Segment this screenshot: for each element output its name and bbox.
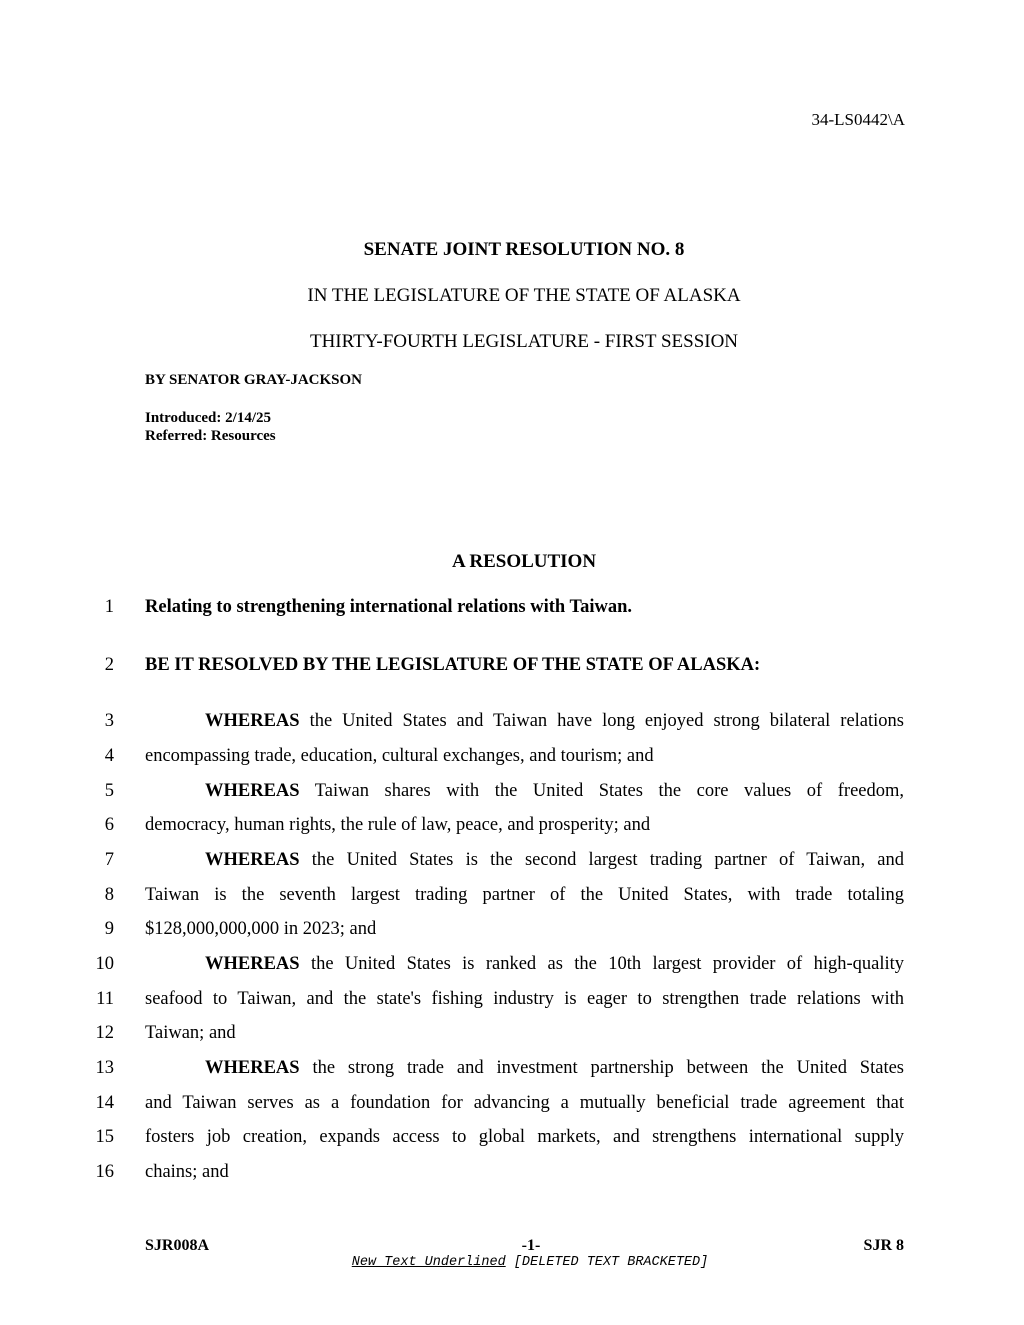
text-line: democracy, human rights, the rule of law, peace, and prosperity; and bbox=[145, 815, 651, 835]
line-number: 16 bbox=[95, 1162, 114, 1182]
text-line bbox=[205, 711, 904, 732]
text-line: encompassing trade, education, cultural exchanges, and tourism; and bbox=[145, 746, 654, 766]
text-line bbox=[205, 954, 904, 975]
line-number: 6 bbox=[104, 815, 114, 835]
line-number: 8 bbox=[104, 885, 114, 905]
line-number: 1 bbox=[104, 597, 114, 617]
text-line-content: the United States is the second largest trading partner of Taiwan, and bbox=[311, 850, 905, 870]
line-number: 13 bbox=[95, 1058, 114, 1078]
text-line: $128,000,000,000 in 2023; and bbox=[145, 919, 377, 939]
resolution-subject: Relating to strengthening international relations with Taiwan. bbox=[145, 597, 633, 617]
line-number: 7 bbox=[104, 850, 114, 870]
line-number: 5 bbox=[104, 781, 114, 801]
line-number: 3 bbox=[104, 711, 114, 731]
introduced-date: Introduced: 2/14/25 bbox=[145, 410, 271, 426]
legend-deleted-text: [DELETED TEXT BRACKETED] bbox=[513, 1255, 709, 1270]
whereas-keyword: WHEREAS bbox=[205, 954, 300, 974]
text-line: Taiwan; and bbox=[145, 1023, 236, 1043]
line-number: 15 bbox=[95, 1127, 114, 1147]
footer-bill-code: SJR008A bbox=[145, 1237, 210, 1254]
edit-legend bbox=[0, 1255, 1024, 1270]
whereas-keyword: WHEREAS bbox=[205, 781, 300, 801]
resolution-title: SENATE JOINT RESOLUTION NO. 8 bbox=[363, 239, 685, 260]
text-line: Taiwan is the seventh largest trading partner of the United States, with trade totaling bbox=[145, 885, 904, 905]
text-line-content: Taiwan shares with the United States the core values of freedom, bbox=[314, 781, 905, 801]
text-line: and Taiwan serves as a foundation for advancing a mutually beneficial trade agreement that bbox=[145, 1093, 904, 1113]
whereas-keyword: WHEREAS bbox=[205, 1058, 300, 1078]
whereas-keyword: WHEREAS bbox=[205, 850, 300, 870]
line-number: 10 bbox=[95, 954, 114, 974]
footer-bill-short: SJR 8 bbox=[863, 1237, 904, 1254]
line-number: 4 bbox=[104, 746, 114, 766]
line-number: 12 bbox=[95, 1023, 114, 1043]
whereas-keyword: WHEREAS bbox=[205, 711, 300, 731]
referred-committee: Referred: Resources bbox=[145, 428, 276, 444]
page-number: -1- bbox=[521, 1237, 541, 1254]
line-number: 2 bbox=[104, 655, 114, 675]
text-line-content: the strong trade and investment partnership between the United States bbox=[312, 1058, 905, 1078]
sponsor-line: BY SENATOR GRAY-JACKSON bbox=[145, 372, 362, 388]
session-line: THIRTY-FOURTH LEGISLATURE - FIRST SESSION bbox=[309, 331, 739, 352]
document-id: 34-LS0442\A bbox=[811, 110, 905, 129]
text-line: seafood to Taiwan, and the state's fishing industry is eager to strengthen trade relations with bbox=[145, 989, 904, 1009]
line-number: 9 bbox=[104, 919, 114, 939]
resolution-heading: A RESOLUTION bbox=[451, 551, 597, 572]
legislature-line: IN THE LEGISLATURE OF THE STATE OF ALASKA bbox=[307, 285, 741, 306]
text-line: chains; and bbox=[145, 1162, 229, 1182]
text-line bbox=[205, 1058, 904, 1079]
line-number: 14 bbox=[95, 1093, 114, 1113]
text-line bbox=[205, 781, 904, 802]
resolved-clause: BE IT RESOLVED BY THE LEGISLATURE OF THE STATE OF ALASKA: bbox=[145, 655, 761, 675]
legend-new-text: New Text Underlined bbox=[351, 1255, 506, 1270]
text-line bbox=[205, 850, 904, 871]
text-line-content: the United States is ranked as the 10th largest provider of high-quality bbox=[310, 954, 904, 974]
line-number: 11 bbox=[96, 989, 114, 1009]
text-line-content: the United States and Taiwan have long enjoyed strong bilateral relations bbox=[309, 711, 904, 731]
text-line: fosters job creation, expands access to global markets, and strengthens international supply bbox=[145, 1127, 904, 1147]
